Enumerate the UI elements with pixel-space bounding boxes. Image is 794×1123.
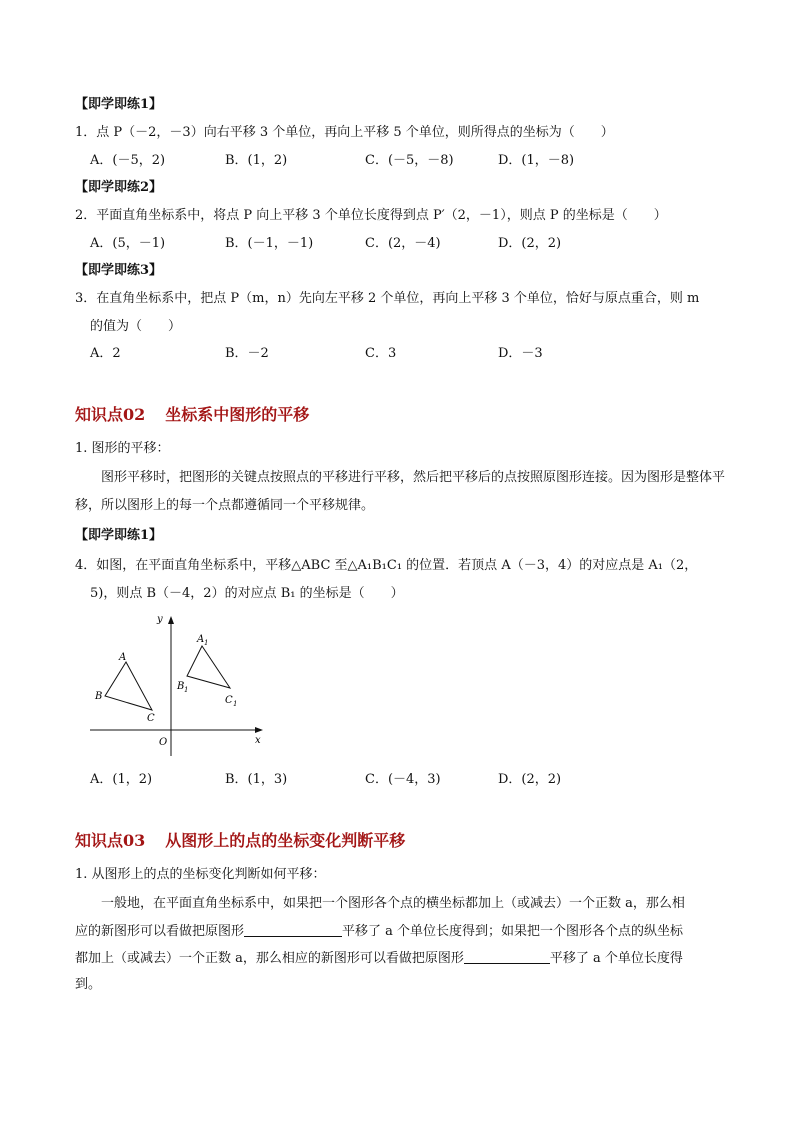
x-axis-arrow — [255, 727, 263, 733]
y-axis-arrow — [168, 616, 174, 624]
question-1-stem: 1．点 P（－2，－3）向右平移 3 个单位，再向上平移 5 个单位，则所得点的坐标为（ ） — [75, 125, 614, 140]
option-a[interactable]: A．(1，2) — [90, 772, 153, 787]
question-2-stem: 2．平面直角坐标系中，将点 P 向上平移 3 个单位长度得到点 P′（2，－1），则点 P 的坐标是（ ） — [75, 208, 667, 223]
option-c[interactable]: C．(2，－4) — [365, 236, 441, 251]
triangle-abc — [105, 662, 152, 710]
kp-title: 坐标系中图形的平移 — [165, 405, 310, 424]
origin-label: O — [159, 737, 168, 748]
practice-heading-1: 【即学即练1】 — [75, 97, 163, 112]
coordinate-figure — [85, 608, 270, 763]
question-3-line2: 的值为（ ） — [90, 319, 182, 334]
option-d[interactable]: D．(2，2) — [498, 236, 562, 251]
practice-heading-2: 【即学即练2】 — [75, 180, 163, 195]
kp-number: 知识点03 — [75, 831, 146, 850]
kp03-line3-start: 都加上（或减去）一个正数 a，那么相应的新图形可以看做把原图形 — [75, 951, 464, 966]
vertex-a1-label: A — [197, 634, 205, 645]
vertex-c1-label: C — [225, 695, 233, 706]
option-d[interactable]: D．(2，2) — [498, 772, 562, 787]
option-c[interactable]: C．(－5，－8) — [365, 153, 454, 168]
vertex-b-label: B — [95, 691, 103, 702]
kp03-line1: 一般地，在平面直角坐标系中，如果把一个图形各个点的横坐标都加上（或减去）一个正数 a，那么相 — [75, 896, 685, 911]
triangle-a1b1c1 — [187, 646, 230, 688]
vertex-c1-sub: 1 — [233, 700, 238, 708]
kp03-line2-start: 应的新图形可以看做把原图形 — [75, 924, 245, 939]
vertex-a-label: A — [119, 652, 127, 663]
option-d[interactable]: D．(1，－8) — [498, 153, 575, 168]
kp03-line4: 到。 — [75, 977, 102, 992]
knowledge-point-02-heading — [75, 404, 309, 426]
answer-blank-2[interactable] — [464, 949, 550, 964]
option-c[interactable]: C．(－4，3) — [365, 772, 441, 787]
vertex-b1-sub: 1 — [184, 686, 189, 694]
vertex-c-label: C — [147, 713, 155, 724]
option-b[interactable]: B．(1，3) — [225, 772, 288, 787]
option-b[interactable]: B．(1，2) — [225, 153, 288, 168]
option-a[interactable]: A．(5，－1) — [90, 236, 166, 251]
option-d[interactable]: D．－3 — [498, 346, 543, 361]
kp03-line3-end: 平移了 a 个单位长度得 — [549, 951, 683, 966]
kp03-line2 — [75, 922, 683, 941]
vertex-b1-label: B — [177, 681, 185, 692]
question-3-line1: 3．在直角坐标系中，把点 P（m，n）先向左平移 2 个单位，再向上平移 3 个单位，恰好与原点重合，则 m — [75, 291, 700, 306]
kp02-paragraph: 图形平移时，把图形的关键点按照点的平移进行平移，然后把平移后的点按照原图形连接。因为图形是整体平移，所以图形上的每一个点都遵循同一个平移规律。 — [75, 470, 726, 513]
option-c[interactable]: C．3 — [365, 346, 397, 361]
kp03-line3 — [75, 949, 683, 968]
y-label: y — [157, 614, 163, 625]
kp03-subheading: 1. 从图形上的点的坐标变化判断如何平移： — [75, 867, 326, 882]
option-a[interactable]: A．2 — [90, 346, 121, 361]
option-a[interactable]: A．(－5，2) — [90, 153, 166, 168]
kp-number: 知识点02 — [75, 405, 146, 424]
answer-blank-1[interactable] — [244, 922, 342, 937]
kp02-subheading: 1. 图形的平移： — [75, 441, 170, 456]
x-label: x — [255, 735, 261, 746]
practice-heading-4: 【即学即练1】 — [75, 528, 163, 543]
knowledge-point-03-heading — [75, 830, 405, 852]
kp03-line2-end: 平移了 a 个单位长度得到；如果把一个图形各个点的纵坐标 — [342, 924, 684, 939]
question-4-line2: 5)，则点 B（－4，2）的对应点 B₁ 的坐标是（ ） — [90, 586, 404, 601]
kp-title: 从图形上的点的坐标变化判断平移 — [165, 831, 406, 850]
question-4-line1: 4．如图，在平面直角坐标系中，平移△ABC 至△A₁B₁C₁ 的位置．若顶点 A（－3，4）的对应点是 A₁（2， — [75, 558, 698, 573]
option-b[interactable]: B．－2 — [225, 346, 269, 361]
vertex-a1-sub: 1 — [204, 639, 209, 647]
practice-heading-3: 【即学即练3】 — [75, 263, 163, 278]
option-b[interactable]: B．(－1，－1) — [225, 236, 314, 251]
